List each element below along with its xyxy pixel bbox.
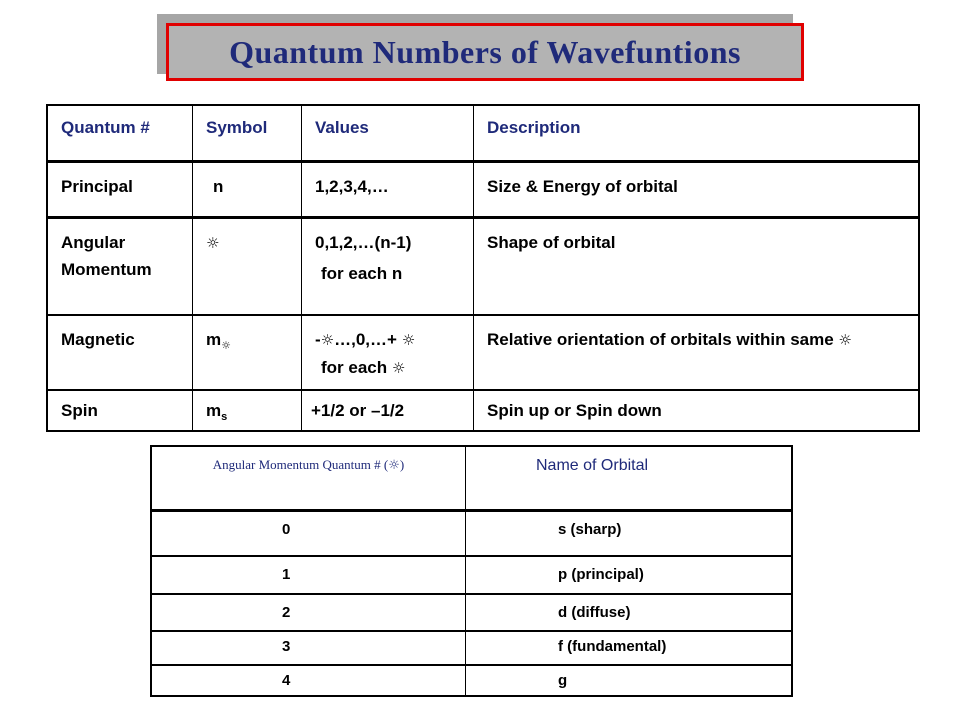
symbol-base: m	[206, 330, 222, 349]
row-value: 2	[152, 595, 466, 630]
symbol-base: m	[206, 401, 222, 420]
row-values: 1,2,3,4,…	[302, 163, 474, 216]
row-orbital: g	[558, 672, 568, 689]
row-description: Size & Energy of orbital	[487, 177, 678, 196]
script-l-icon: ☼	[401, 331, 416, 349]
values-line-1: 0,1,2,…(n-1)	[315, 233, 412, 252]
header-orbital-name: Name of Orbital	[536, 457, 649, 474]
row-orbital: p (principal)	[558, 566, 644, 583]
script-l-icon: ☼	[206, 234, 220, 252]
row-value: 1	[152, 557, 466, 593]
table-header-row	[152, 447, 791, 509]
row-name: Angular Momentum	[48, 219, 193, 314]
table-row	[48, 219, 918, 314]
quantum-numbers-table	[46, 104, 920, 432]
header-description: Description	[487, 118, 581, 137]
row-orbital: f (fundamental)	[558, 638, 667, 655]
header-values: Values	[302, 106, 474, 160]
row-values	[302, 316, 474, 389]
row-value: 4	[152, 666, 466, 695]
row-symbol	[193, 391, 302, 432]
row-values: +1/2 or –1/2	[302, 391, 474, 432]
table-row	[48, 391, 918, 432]
row-name: Spin	[48, 391, 193, 432]
script-l-icon: ☼	[320, 331, 335, 349]
script-l-icon: ☼	[838, 331, 852, 349]
values-line-2: for each ☼	[321, 358, 406, 377]
table-row	[48, 316, 918, 389]
row-symbol: n	[193, 163, 302, 216]
table-row	[152, 557, 791, 593]
table-row	[152, 512, 791, 555]
row-name: Principal	[48, 163, 193, 216]
row-symbol	[193, 219, 302, 314]
script-l-icon: ☼	[221, 339, 231, 352]
symbol-sub: s	[221, 411, 228, 423]
values-line-1: -☼…,0,…+ ☼	[315, 330, 416, 349]
table-row	[152, 666, 791, 695]
script-l-icon: ☼	[391, 359, 406, 377]
page-title: Quantum Numbers of Wavefuntions	[229, 33, 741, 70]
table-row	[152, 632, 791, 664]
table-row	[48, 163, 918, 216]
table-row	[152, 595, 791, 630]
row-symbol	[193, 316, 302, 389]
title-box	[166, 23, 804, 81]
row-description: Relative orientation of orbitals within same ☼	[487, 330, 852, 349]
row-description: Shape of orbital	[487, 233, 616, 252]
row-name: Magnetic	[48, 316, 193, 389]
header-angular-momentum: Angular Momentum Quantum # (☼)	[152, 447, 466, 509]
header-quantum: Quantum #	[48, 106, 193, 160]
table-header-row	[48, 106, 918, 160]
row-orbital: s (sharp)	[558, 521, 622, 538]
row-value: 3	[152, 632, 466, 664]
header-symbol: Symbol	[193, 106, 302, 160]
orbital-names-table	[150, 445, 793, 697]
row-orbital: d (diffuse)	[558, 604, 631, 621]
row-values	[302, 219, 474, 314]
values-line-2: for each n	[321, 264, 403, 283]
row-description: Spin up or Spin down	[487, 401, 662, 420]
script-l-icon: ☼	[388, 458, 400, 473]
row-value: 0	[152, 512, 466, 555]
